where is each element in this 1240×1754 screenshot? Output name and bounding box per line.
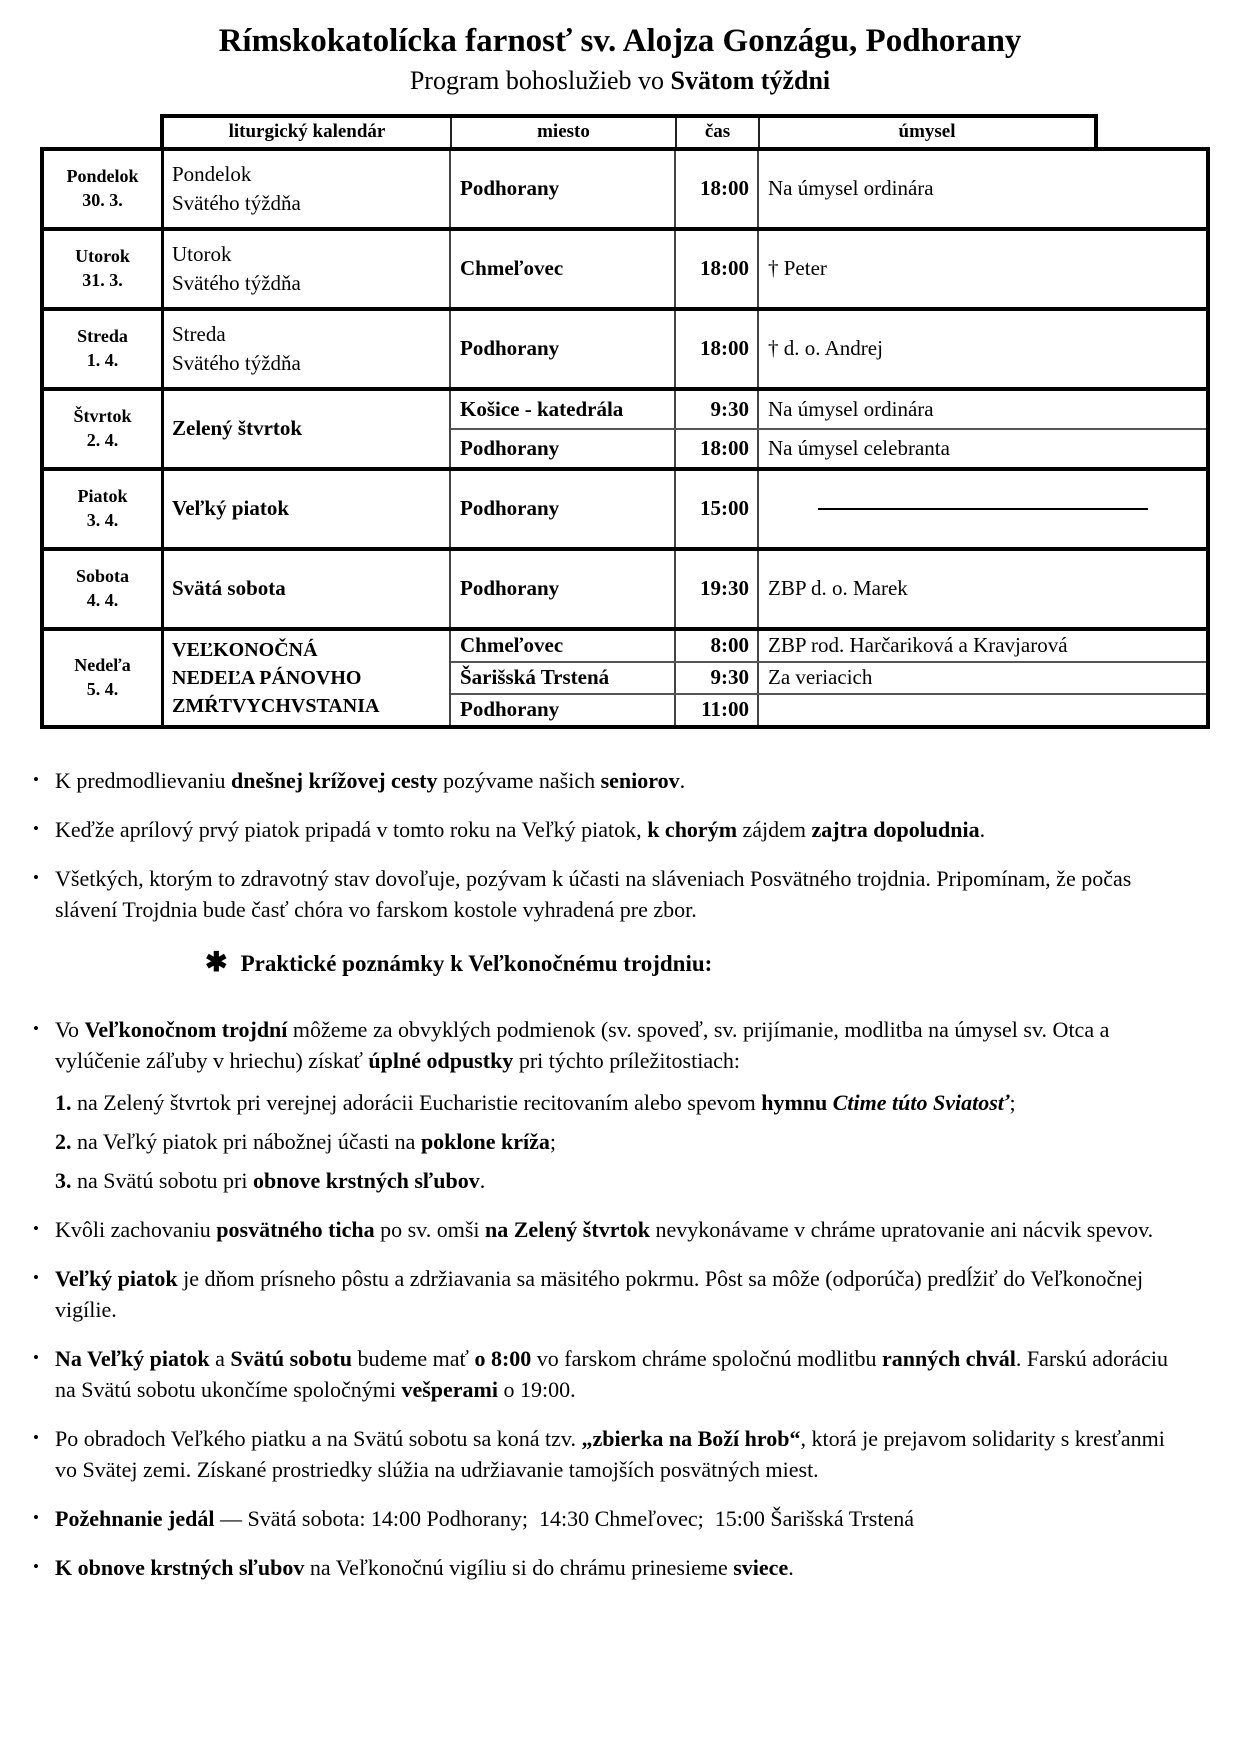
notes-heading — [205, 947, 1240, 978]
mass-entry — [451, 693, 1206, 725]
day-date: 4. 4. — [86, 589, 119, 610]
mass-entry — [451, 551, 1206, 627]
list-item — [33, 814, 1190, 845]
text-segment: Kvôli zachovaniu — [55, 1216, 217, 1242]
day-name: Nedeľa — [74, 655, 131, 676]
day-cell — [44, 551, 164, 627]
day-name: Piatok — [77, 486, 128, 507]
list-item-text — [55, 1014, 1190, 1076]
intention-cell: Na úmysel celebranta — [768, 435, 950, 460]
column-header-time: čas — [675, 118, 758, 147]
numbered-item — [55, 1165, 1190, 1196]
liturgical-calendar-cell — [164, 471, 451, 547]
liturgical-calendar-cell — [164, 391, 451, 467]
text-segment: o 19:00. — [498, 1376, 576, 1402]
text-segment: na Zelený štvrtok pri verejnej adorácii Eucharistie recitovaním alebo spevom — [71, 1089, 762, 1115]
bullet-icon: • — [33, 769, 39, 789]
day-date: 30. 3. — [82, 189, 123, 210]
day-date: 31. 3. — [82, 269, 123, 290]
table-row — [44, 227, 1206, 307]
text-segment: zájdem — [737, 816, 812, 842]
liturgical-calendar-cell — [164, 551, 451, 627]
bullet-icon: • — [33, 1556, 39, 1576]
text-segment: hymnu — [761, 1089, 828, 1115]
bullet-icon: • — [33, 1018, 39, 1038]
list-item-text — [55, 1214, 1190, 1245]
mass-entry — [451, 231, 1206, 307]
bullet-icon: • — [33, 1267, 39, 1287]
text-segment: na Veľkonočnú vigíliu si do chrámu prinesieme — [304, 1554, 734, 1580]
text-segment: môžeme za obvyklých podmienok (sv. spoveď, sv. prijímanie, modlitba na úmysel sv. Otca a vylúčenie záľuby v hriechu) získať — [55, 1016, 1115, 1073]
bullet-icon: • — [33, 1218, 39, 1238]
intention-cell: ZBP d. o. Marek — [768, 576, 908, 601]
text-segment: o 8:00 — [474, 1345, 532, 1371]
liturgical-calendar-cell — [164, 631, 451, 725]
text-segment: , ktorá je prejavom solidarity s kresťanmi vo Svätej zemi. Získané prostriedky slúžia na udržiavanie tamojších posvätných miest. — [55, 1425, 1171, 1482]
entries-group — [451, 151, 1206, 227]
list-item — [33, 1014, 1190, 1196]
text-segment: Ctime túto Sviatosť — [832, 1089, 1010, 1115]
text-segment: Veľkonočnom trojdní — [84, 1016, 288, 1042]
text-segment: obnove krstných sľubov — [253, 1167, 480, 1193]
bullet-icon: • — [33, 867, 39, 887]
text-segment: 3. — [55, 1167, 72, 1193]
table-body — [40, 147, 1210, 729]
list-item-text — [55, 1263, 1190, 1325]
text-segment: na Veľký piatok pri nábožnej účasti na — [71, 1128, 421, 1154]
entries-group — [451, 391, 1206, 467]
list-item — [33, 1503, 1190, 1534]
list-item-text — [55, 765, 1190, 796]
text-segment: posvätného ticha — [216, 1216, 375, 1242]
calendar-line: Svätá sobota — [172, 576, 286, 601]
list-item — [33, 765, 1190, 796]
place-cell: Šarišská Trstená — [451, 663, 676, 693]
mass-entry — [451, 391, 1206, 428]
day-cell — [44, 471, 164, 547]
place-cell: Podhorany — [451, 311, 676, 387]
place-cell: Košice - katedrála — [451, 391, 676, 428]
intention-cell: Za veriacich — [768, 665, 873, 690]
calendar-line: NEDEĽA PÁNOVHO — [172, 666, 362, 689]
calendar-line: Svätého týždňa — [172, 270, 301, 295]
place-cell: Podhorany — [451, 551, 676, 627]
time-cell: 18:00 — [676, 231, 759, 307]
text-segment: ; — [1009, 1089, 1016, 1115]
liturgical-calendar-cell — [164, 231, 451, 307]
text-segment: sviece — [733, 1554, 789, 1580]
list-item — [33, 863, 1190, 925]
day-name: Pondelok — [66, 166, 139, 187]
intention-cell — [759, 471, 1206, 547]
text-segment: dnešnej krížovej cesty — [230, 767, 438, 793]
calendar-line: Svätého týždňa — [172, 350, 301, 375]
table-row — [44, 467, 1206, 547]
time-cell: 9:30 — [676, 663, 759, 693]
list-item-text — [55, 1423, 1190, 1485]
mass-entry — [451, 311, 1206, 387]
time-cell: 18:00 — [676, 151, 759, 227]
mass-entry — [451, 631, 1206, 661]
numbered-item — [55, 1126, 1190, 1157]
intention-cell: ZBP rod. Harčariková a Kravjarová — [768, 633, 1068, 658]
text-segment: Na Veľký piatok — [55, 1345, 210, 1371]
day-name: Streda — [77, 326, 128, 347]
list-item-text — [55, 1343, 1190, 1405]
text-segment: ranných chvál — [881, 1345, 1016, 1371]
blank-intention-rule — [818, 508, 1148, 510]
text-segment: na Svätú sobotu pri — [71, 1167, 253, 1193]
text-segment: . Farskú adoráciu na Svätú sobotu ukončíme spoločnými — [55, 1345, 1174, 1402]
text-segment: úplné odpustky — [368, 1047, 514, 1073]
list-item — [33, 1552, 1190, 1583]
text-segment: na Zelený štvrtok — [485, 1216, 651, 1242]
list-item — [33, 1214, 1190, 1245]
intention-cell: † d. o. Andrej — [768, 336, 883, 361]
calendar-line: Utorok — [172, 242, 232, 267]
asterisk-icon: ✱ — [205, 946, 228, 977]
text-segment: . — [479, 1167, 486, 1193]
text-segment: k chorým — [647, 816, 738, 842]
calendar-line: ZMŔTVYCHVSTANIA — [172, 694, 380, 717]
place-cell: Podhorany — [451, 695, 676, 725]
document-subtitle — [0, 66, 1240, 96]
day-cell — [44, 311, 164, 387]
table-row — [44, 387, 1206, 467]
place-cell: Podhorany — [451, 430, 676, 467]
calendar-line: Zelený štvrtok — [172, 416, 303, 441]
list-item — [33, 1343, 1190, 1405]
text-segment: 1. — [55, 1089, 72, 1115]
table-row — [44, 547, 1206, 627]
table-row — [44, 627, 1206, 725]
day-date: 5. 4. — [86, 678, 119, 699]
day-name: Sobota — [75, 566, 129, 587]
place-cell: Chmeľovec — [451, 631, 676, 661]
text-segment: Veľký piatok — [55, 1265, 178, 1291]
text-segment: Po obradoch Veľkého piatku a na Svätú sobotu sa koná tzv. — [55, 1425, 582, 1451]
text-segment: budeme mať — [352, 1345, 475, 1371]
text-segment: zajtra dopoludnia — [811, 816, 980, 842]
text-segment: . — [788, 1554, 794, 1580]
text-segment: poklone kríža — [420, 1128, 550, 1154]
calendar-line: VEĽKONOČNÁ — [172, 638, 318, 661]
notes-heading-text: Praktické poznámky k Veľkonočnému trojdniu: — [240, 950, 713, 976]
text-segment: vo farskom chráme spoločnú modlitbu — [531, 1345, 882, 1371]
mass-entry — [451, 428, 1206, 467]
liturgical-calendar-cell — [164, 311, 451, 387]
document-title: Rímskokatolícka farnosť sv. Alojza Gonzágu, Podhorany — [218, 23, 1022, 59]
column-header-liturgical-calendar: liturgický kalendár — [228, 121, 386, 143]
entries-group — [451, 231, 1206, 307]
text-segment: 2. — [55, 1128, 72, 1154]
time-cell: 11:00 — [676, 695, 759, 725]
list-item-text — [55, 1503, 1190, 1534]
entries-group — [451, 311, 1206, 387]
list-item — [33, 1423, 1190, 1485]
text-segment: pri týchto príležitostiach: — [513, 1047, 740, 1073]
text-segment: Vo — [55, 1016, 85, 1042]
day-cell — [44, 231, 164, 307]
intention-cell: † Peter — [768, 256, 827, 281]
calendar-line: Svätého týždňa — [172, 190, 301, 215]
text-segment: „zbierka na Boží hrob“ — [581, 1425, 801, 1451]
bullet-icon: • — [33, 1347, 39, 1367]
text-segment: Požehnanie jedál — [55, 1505, 215, 1531]
calendar-line: Veľký piatok — [172, 496, 290, 521]
text-segment: ; — [549, 1128, 557, 1154]
notes-list — [0, 1014, 1240, 1583]
intention-cell — [759, 695, 1206, 725]
time-cell: 9:30 — [676, 391, 759, 428]
schedule-table — [40, 114, 1210, 729]
calendar-line: Streda — [172, 322, 226, 347]
day-date: 1. 4. — [86, 349, 119, 370]
text-segment: . — [979, 816, 986, 842]
text-segment: vešperami — [401, 1376, 498, 1402]
time-cell: 15:00 — [676, 471, 759, 547]
text-segment: — Svätá sobota: 14:00 Podhorany; 14:30 Chmeľovec; 15:00 Šarišská Trstená — [214, 1505, 914, 1531]
text-segment: po sv. omši — [374, 1216, 486, 1242]
entries-group — [451, 551, 1206, 627]
table-header-row — [160, 114, 1098, 151]
text-segment: Svätú sobotu — [230, 1345, 353, 1371]
mass-entry — [451, 661, 1206, 693]
text-segment: a — [209, 1345, 231, 1371]
mass-entry — [451, 471, 1206, 547]
subtitle-emphasis: Svätom týždni — [670, 65, 831, 95]
day-date: 3. 4. — [86, 509, 119, 530]
time-cell: 18:00 — [676, 311, 759, 387]
day-name: Utorok — [75, 246, 130, 267]
day-cell — [44, 151, 164, 227]
subtitle-prefix: Program bohoslužieb vo — [409, 65, 671, 95]
calendar-line: Pondelok — [172, 162, 252, 187]
day-cell — [44, 391, 164, 467]
text-segment: nevykonávame v chráme upratovanie ani nácvik spevov. — [650, 1216, 1154, 1242]
time-cell: 19:30 — [676, 551, 759, 627]
text-segment: Keďže aprílový prvý piatok pripadá v tomto roku na Veľký piatok, — [55, 816, 648, 842]
column-header-place: miesto — [450, 118, 675, 147]
mass-entry — [451, 151, 1206, 227]
table-row — [44, 307, 1206, 387]
bullet-icon: • — [33, 1507, 39, 1527]
list-item-text — [55, 863, 1190, 925]
day-cell — [44, 631, 164, 725]
text-segment: je dňom prísneho pôstu a zdržiavania sa mäsitého pokrmu. Pôst sa môže (odporúča) predĺžiť do Veľkonočnej vigílie. — [55, 1265, 1149, 1322]
time-cell: 8:00 — [676, 631, 759, 661]
day-name: Štvrtok — [73, 406, 132, 427]
text-segment: . — [679, 767, 686, 793]
list-item-text — [55, 814, 1190, 845]
table-row — [44, 151, 1206, 227]
announcements-list — [0, 765, 1240, 925]
column-header-intention: úmysel — [758, 118, 1094, 147]
intention-cell: Na úmysel ordinára — [768, 176, 934, 201]
entries-group — [451, 471, 1206, 547]
entries-group — [451, 631, 1206, 725]
intention-cell: Na úmysel ordinára — [768, 396, 934, 421]
liturgical-calendar-cell — [164, 151, 451, 227]
bullet-icon: • — [33, 818, 39, 838]
place-cell: Chmeľovec — [451, 231, 676, 307]
text-segment: Všetkých, ktorým to zdravotný stav dovoľuje, pozývam k účasti na sláveniach Posvätného trojdnia. Pripomínam, že počas slávení Trojdnia bude časť chóra vo farskom kostole vyhradená pre zbor. — [55, 865, 1137, 922]
list-item — [33, 1263, 1190, 1325]
bullet-icon: • — [33, 1427, 39, 1447]
text-segment: seniorov — [600, 767, 680, 793]
text-segment: pozývame našich — [437, 767, 601, 793]
text-segment: K obnove krstných sľubov — [55, 1554, 305, 1580]
numbered-item — [55, 1087, 1190, 1118]
place-cell: Podhorany — [451, 471, 676, 547]
list-item-text — [55, 1552, 1190, 1583]
day-date: 2. 4. — [86, 429, 119, 450]
time-cell: 18:00 — [676, 430, 759, 467]
text-segment: K predmodlievaniu — [55, 767, 231, 793]
place-cell: Podhorany — [451, 151, 676, 227]
